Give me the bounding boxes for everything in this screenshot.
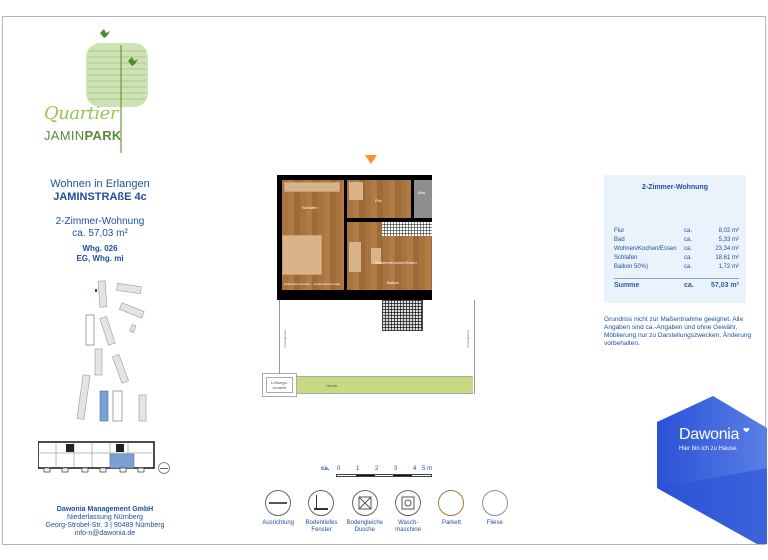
legend-item-orientation [258,490,298,540]
scale-prefix: ca. [321,466,330,472]
legend-item-tile [475,490,515,540]
scale-bar [321,466,441,480]
orientation-arrow-icon [365,155,377,164]
washing-machine-icon [395,490,421,516]
tile-icon [482,490,508,516]
disclaimer: Grundriss nicht zur Maßentnahme geeignet. Alle Angaben sind ca.-Angaben und ohne Gewähr. Möblierung nur zu Darstellungszwecken. Änderung vorbehalten. [604,316,752,347]
floor-plan [277,175,432,300]
apartment-area: ca. 57,03 m² [72,228,128,239]
room-label-wohnen: Wohnen/Kochen/Essen [375,260,417,265]
property-city: Wohnen in Erlangen [50,178,150,190]
area-sum-row: Summe ca. 57,03 m² [614,282,739,289]
room-label-schlafen: Schlafen [302,205,318,210]
legend-item-washer [388,490,428,540]
north-compass-icon [158,462,170,474]
legend-item-parquet [431,490,471,540]
area-row: Bad ca. 5,33 m² [614,237,739,243]
company-name: Dawonia Management GmbH [56,506,154,513]
hedge-label: Hecke [326,383,338,388]
room-label-window2: bodentiefes Fenster [314,282,341,286]
legend-label: Bodentiefes Fenster [305,520,338,533]
logo-brand-light: JAMIN [44,128,85,143]
property-line-left-label: Grundgrenze [283,330,287,348]
scale-tick: 1 [356,466,360,472]
room-label-bad: Bad [418,190,426,195]
walk-in-shower-icon [352,490,378,516]
room-label-balkon-door: Balkon [387,280,400,285]
dawonia-logo-text: Dawonia [679,426,740,443]
company-branch: Niederlassung Nürnberg [67,514,143,521]
unit-number: Whg. 026 [82,244,118,253]
area-table [604,175,746,303]
dawonia-tagline: Hier bin ich zu Hause. [679,446,738,452]
hexagon-shape [657,388,767,544]
hedge [296,376,473,394]
apartment-type: 2-Zimmer-Wohnung [55,216,145,227]
legend-item-window [301,490,341,540]
logo-brand-text [44,128,122,143]
heart-icon: ❤ [743,426,750,435]
room-flur [347,180,411,218]
logo-script-text: Quartier [44,103,118,124]
ventilation-shaft-label: Lüftungs-schacht [266,377,293,393]
floor-window-icon [308,490,334,516]
company-email[interactable]: info-n@dawonia.de [74,530,136,537]
scale-tick: 3 [394,466,398,472]
legend-label: Bodengleiche Dusche [346,520,383,533]
property-info [20,178,180,264]
scale-tick: 4 [413,466,417,472]
ventilation-shaft [262,373,297,397]
company-info [20,506,190,538]
area-row: Flur ca. 8,02 m² [614,228,739,234]
scale-bar-graphic [336,474,432,477]
scale-tick: 2 [375,466,379,472]
unit-floor: EG, Whg. mi [76,254,124,263]
property-line-left [279,300,280,376]
property-line-right-label: Grundgrenze [466,330,470,348]
quartier-jaminpark-logo [30,25,160,155]
area-table-title: 2-Zimmer-Wohnung [642,184,708,191]
area-table-divider [614,278,739,279]
room-wohnen [347,222,432,290]
site-plan-map [55,275,165,425]
room-schlafen [282,180,344,290]
legend-label: Wasch-maschine [395,520,421,533]
area-row: Schlafen ca. 18,61 m² [614,255,739,261]
scale-tick: 0 [337,466,341,472]
legend [258,490,518,540]
legend-label: Fliese [486,520,503,526]
company-address: Georg-Strobel-Str. 3 | 90489 Nürnberg [45,522,165,529]
logo-brand-bold: PARK [84,128,122,143]
room-label-flur: Flur [375,198,382,203]
area-row: Balkon 50%) ca. 1,72 m² [614,264,739,270]
property-street: JAMINSTRAßE 4c [53,191,147,203]
room-bad [414,180,432,218]
building-floor-overview [38,438,178,474]
legend-item-shower [345,490,385,540]
room-label-window1: bodentiefes Fenster [284,282,311,286]
parquet-icon [438,490,464,516]
legend-label: Ausrichtung [262,520,294,526]
property-line-right [474,300,475,394]
dawonia-badge [657,388,767,544]
balcony [382,300,423,331]
scale-tick: 5 m [422,466,433,472]
orientation-icon [265,490,291,516]
area-row: Wohnen/Kochen/Essen ca. 23,34 m² [614,246,739,252]
legend-label: Parkett [441,520,461,526]
